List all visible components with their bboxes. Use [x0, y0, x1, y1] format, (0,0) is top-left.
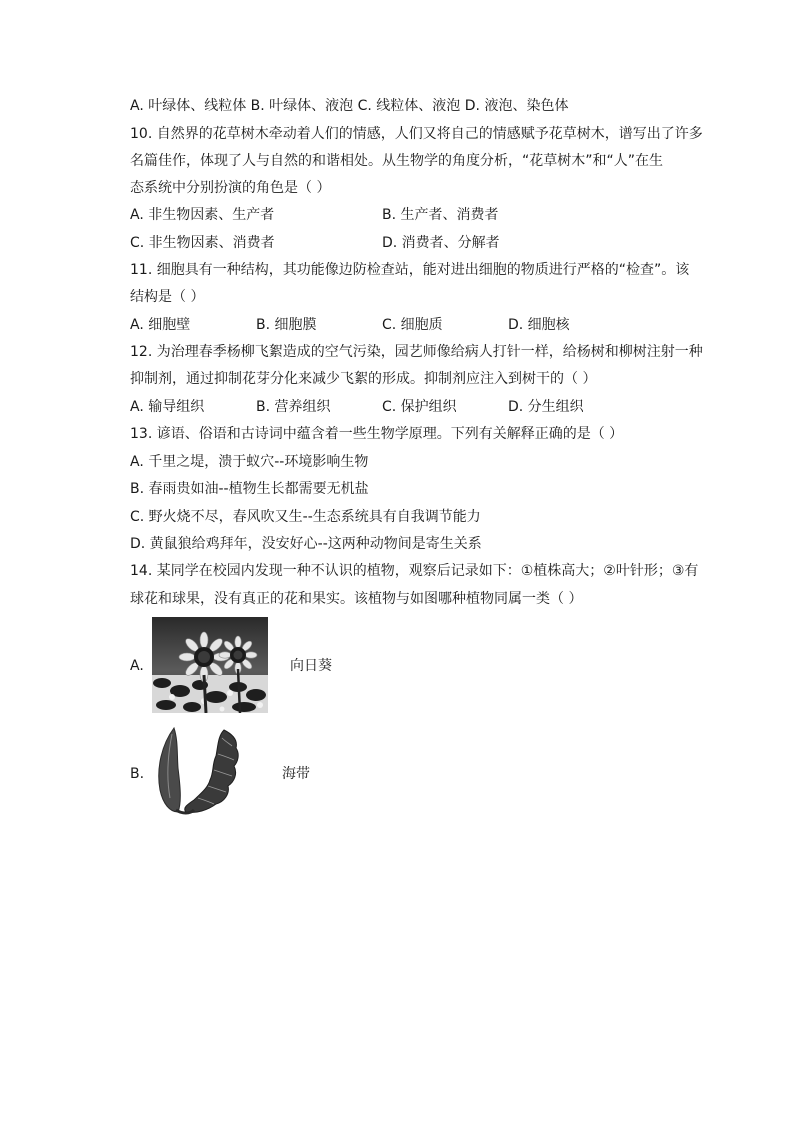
q14-option-a-letter[interactable]: A. — [130, 658, 144, 674]
q11-option-c[interactable]: C. 细胞质 — [382, 317, 443, 333]
sunflower-image — [152, 617, 268, 713]
q13-stem-line-1: 13. 谚语、俗语和古诗词中蕴含着一些生物学原理。下列有关解释正确的是（ ） — [130, 426, 624, 442]
q11-option-a[interactable]: A. 细胞壁 — [130, 317, 191, 333]
q11-option-d[interactable]: D. 细胞核 — [508, 317, 570, 333]
q9-options: A. 叶绿体、线粒体 B. 叶绿体、液泡 C. 线粒体、液泡 D. 液泡、染色体 — [130, 98, 569, 114]
q11-option-b[interactable]: B. 细胞膜 — [256, 317, 317, 333]
q13-option-c[interactable]: C. 野火烧不尽，春风吹又生--生态系统具有自我调节能力 — [130, 509, 481, 525]
q12-stem-line-1: 12. 为治理春季杨柳飞絮造成的空气污染，园艺师像给病人打针一样，给杨树和柳树注射一种 — [130, 344, 703, 360]
q10-stem-line-1: 10. 自然界的花草树木牵动着人们的情感，人们又将自己的情感赋予花草树木，谱写出了许多 — [130, 126, 703, 142]
q10-option-a[interactable]: A. 非生物因素、生产者 — [130, 207, 275, 223]
q10-option-d[interactable]: D. 消费者、分解者 — [382, 235, 500, 251]
q14-stem-line-1: 14. 某同学在校园内发现一种不认识的植物，观察后记录如下：①植株高大；②叶针形；③有 — [130, 563, 699, 579]
q12-option-a[interactable]: A. 输导组织 — [130, 399, 205, 415]
q10-stem-line-2: 名篇佳作，体现了人与自然的和谐相处。从生物学的角度分析，“花草树木”和“人”在生 — [130, 153, 664, 169]
q13-option-b[interactable]: B. 春雨贵如油--植物生长都需要无机盐 — [130, 481, 369, 497]
q12-option-c[interactable]: C. 保护组织 — [382, 399, 457, 415]
q11-stem-line-2: 结构是（ ） — [130, 289, 205, 305]
q14-option-b-letter[interactable]: B. — [130, 766, 145, 782]
q10-stem-line-3: 态系统中分别扮演的角色是（ ） — [130, 180, 331, 196]
q14-stem-line-2: 球花和球果，没有真正的花和果实。该植物与如图哪种植物同属一类（ ） — [130, 591, 583, 607]
q12-stem-line-2: 抑制剂，通过抑制花芽分化来减少飞絮的形成。抑制剂应注入到树干的（ ） — [130, 371, 597, 387]
q11-stem-line-1: 11. 细胞具有一种结构，其功能像边防检查站，能对进出细胞的物质进行严格的“检查”。该 — [130, 262, 690, 278]
q10-option-c[interactable]: C. 非生物因素、消费者 — [130, 235, 275, 251]
q10-option-b[interactable]: B. 生产者、消费者 — [382, 207, 499, 223]
q12-option-d[interactable]: D. 分生组织 — [508, 399, 584, 415]
q12-option-b[interactable]: B. 营养组织 — [256, 399, 331, 415]
q14-option-a-label: 向日葵 — [290, 658, 332, 674]
q13-option-d[interactable]: D. 黄鼠狼给鸡拜年，没安好心--这两种动物间是寄生关系 — [130, 536, 482, 552]
q14-option-b-label: 海带 — [282, 766, 310, 782]
q13-option-a[interactable]: A. 千里之堤，溃于蚁穴--环境影响生物 — [130, 454, 369, 470]
kelp-image — [152, 724, 244, 816]
